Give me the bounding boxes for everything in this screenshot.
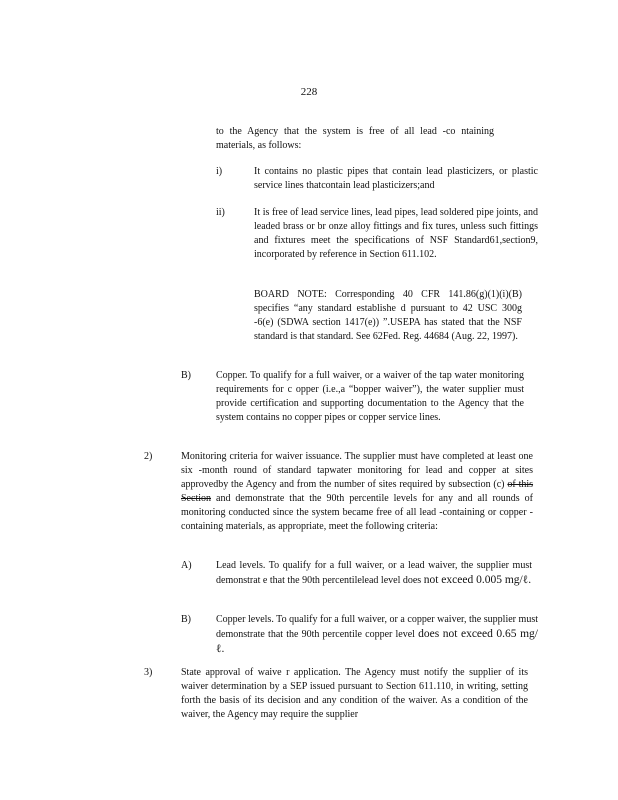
item-2a-emphasis: not exceed 0.005 mg/ℓ. [423, 574, 532, 586]
item-2b-text [216, 613, 538, 657]
intro-paragraph [216, 125, 494, 153]
item-3-text: State approval of waive r application. The Agency must notify the supplier of its waiver determination by a SEP issued pursuant to Section 611.110, in writing, setting forth the basis of its decision and any condition of the waiver. As a condition of the waiver, the Agency may require the supplier [181, 667, 528, 720]
item-2a-text [216, 559, 532, 588]
board-note-paragraph [254, 288, 522, 344]
item-i-paragraph [254, 165, 538, 193]
item-2-text-after: and demonstrate that the 90th percentile levels for any and all rounds of monitoring conducted since the system became free of all lead -containing or copper -containing materials, as appropriate, meet the following criteria: [181, 493, 533, 532]
item-b-copper-text: Copper. To qualify for a full waiver, or a waiver of the tap water monitoring requirements for c opper (i.e.,a “bopper waiver”), the water supplier must provide certification and supporting documentation to the Agency that the system contains no copper pipes or copper service lines. [216, 370, 524, 423]
item-2b-emphasis: does not exceed 0.65 mg/ℓ. [216, 628, 538, 655]
item-2-text-before: Monitoring criteria for waiver issuance. The supplier must have completed at least one six -month round of standard tapwater monitoring for lead and copper at sites approvedby the Agency and from the number of sites required by subsection (c) [181, 451, 533, 490]
item-b-copper-label: B) [181, 370, 191, 381]
item-2a-body: Lead levels. To qualify for a full waiver, or a lead waiver, the supplier must demonstrat e that the 90th percentilelead level does [216, 560, 532, 586]
item-2a-label: A) [181, 560, 192, 571]
item-2a-paragraph [216, 559, 532, 588]
item-i-label: i) [216, 166, 223, 177]
page-number: 228 [300, 86, 318, 98]
board-note-text: BOARD NOTE: Corresponding 40 CFR 141.86(g)(1)(i)(B) specifies “any standard establishe d pursuant to 42 USC 300g -6(e) (SDWA section 1417(e)) ”.USEPA has stated that the NSF standard is that standard. See 62Fed. Reg. 44684 (Aug. 22, 1997). [254, 289, 522, 342]
item-b-copper-paragraph [216, 369, 524, 425]
item-2b-paragraph [216, 613, 538, 657]
item-2b-body: Copper levels. To qualify for a full waiver, or a copper waiver, the supplier must demonstrate that the 90th percentile copper level [216, 614, 538, 640]
item-ii-text: It is free of lead service lines, lead pipes, lead soldered pipe joints, and leaded brass or br onze alloy fittings and fix tures, unless such fittings and fixtures meet the specifications of NSF Standard61,section9, incorporated by reference in Section 611.102. [254, 207, 538, 260]
item-3-label: 3) [144, 667, 153, 678]
intro-text: to the Agency that the system is free of all lead -co ntaining materials, as follows: [216, 126, 494, 151]
item-i-text: It contains no plastic pipes that contain lead plasticizers, or plastic service lines thatcontain lead plasticizers;and [254, 166, 538, 191]
item-2-text [181, 450, 533, 534]
item-2-struck-text: of this Section [181, 479, 534, 504]
item-3-paragraph [181, 666, 528, 722]
item-ii-paragraph [254, 206, 538, 262]
item-2-label: 2) [144, 451, 153, 462]
item-2b-label: B) [181, 614, 191, 625]
item-2-paragraph [181, 450, 533, 534]
item-ii-label: ii) [216, 207, 225, 218]
